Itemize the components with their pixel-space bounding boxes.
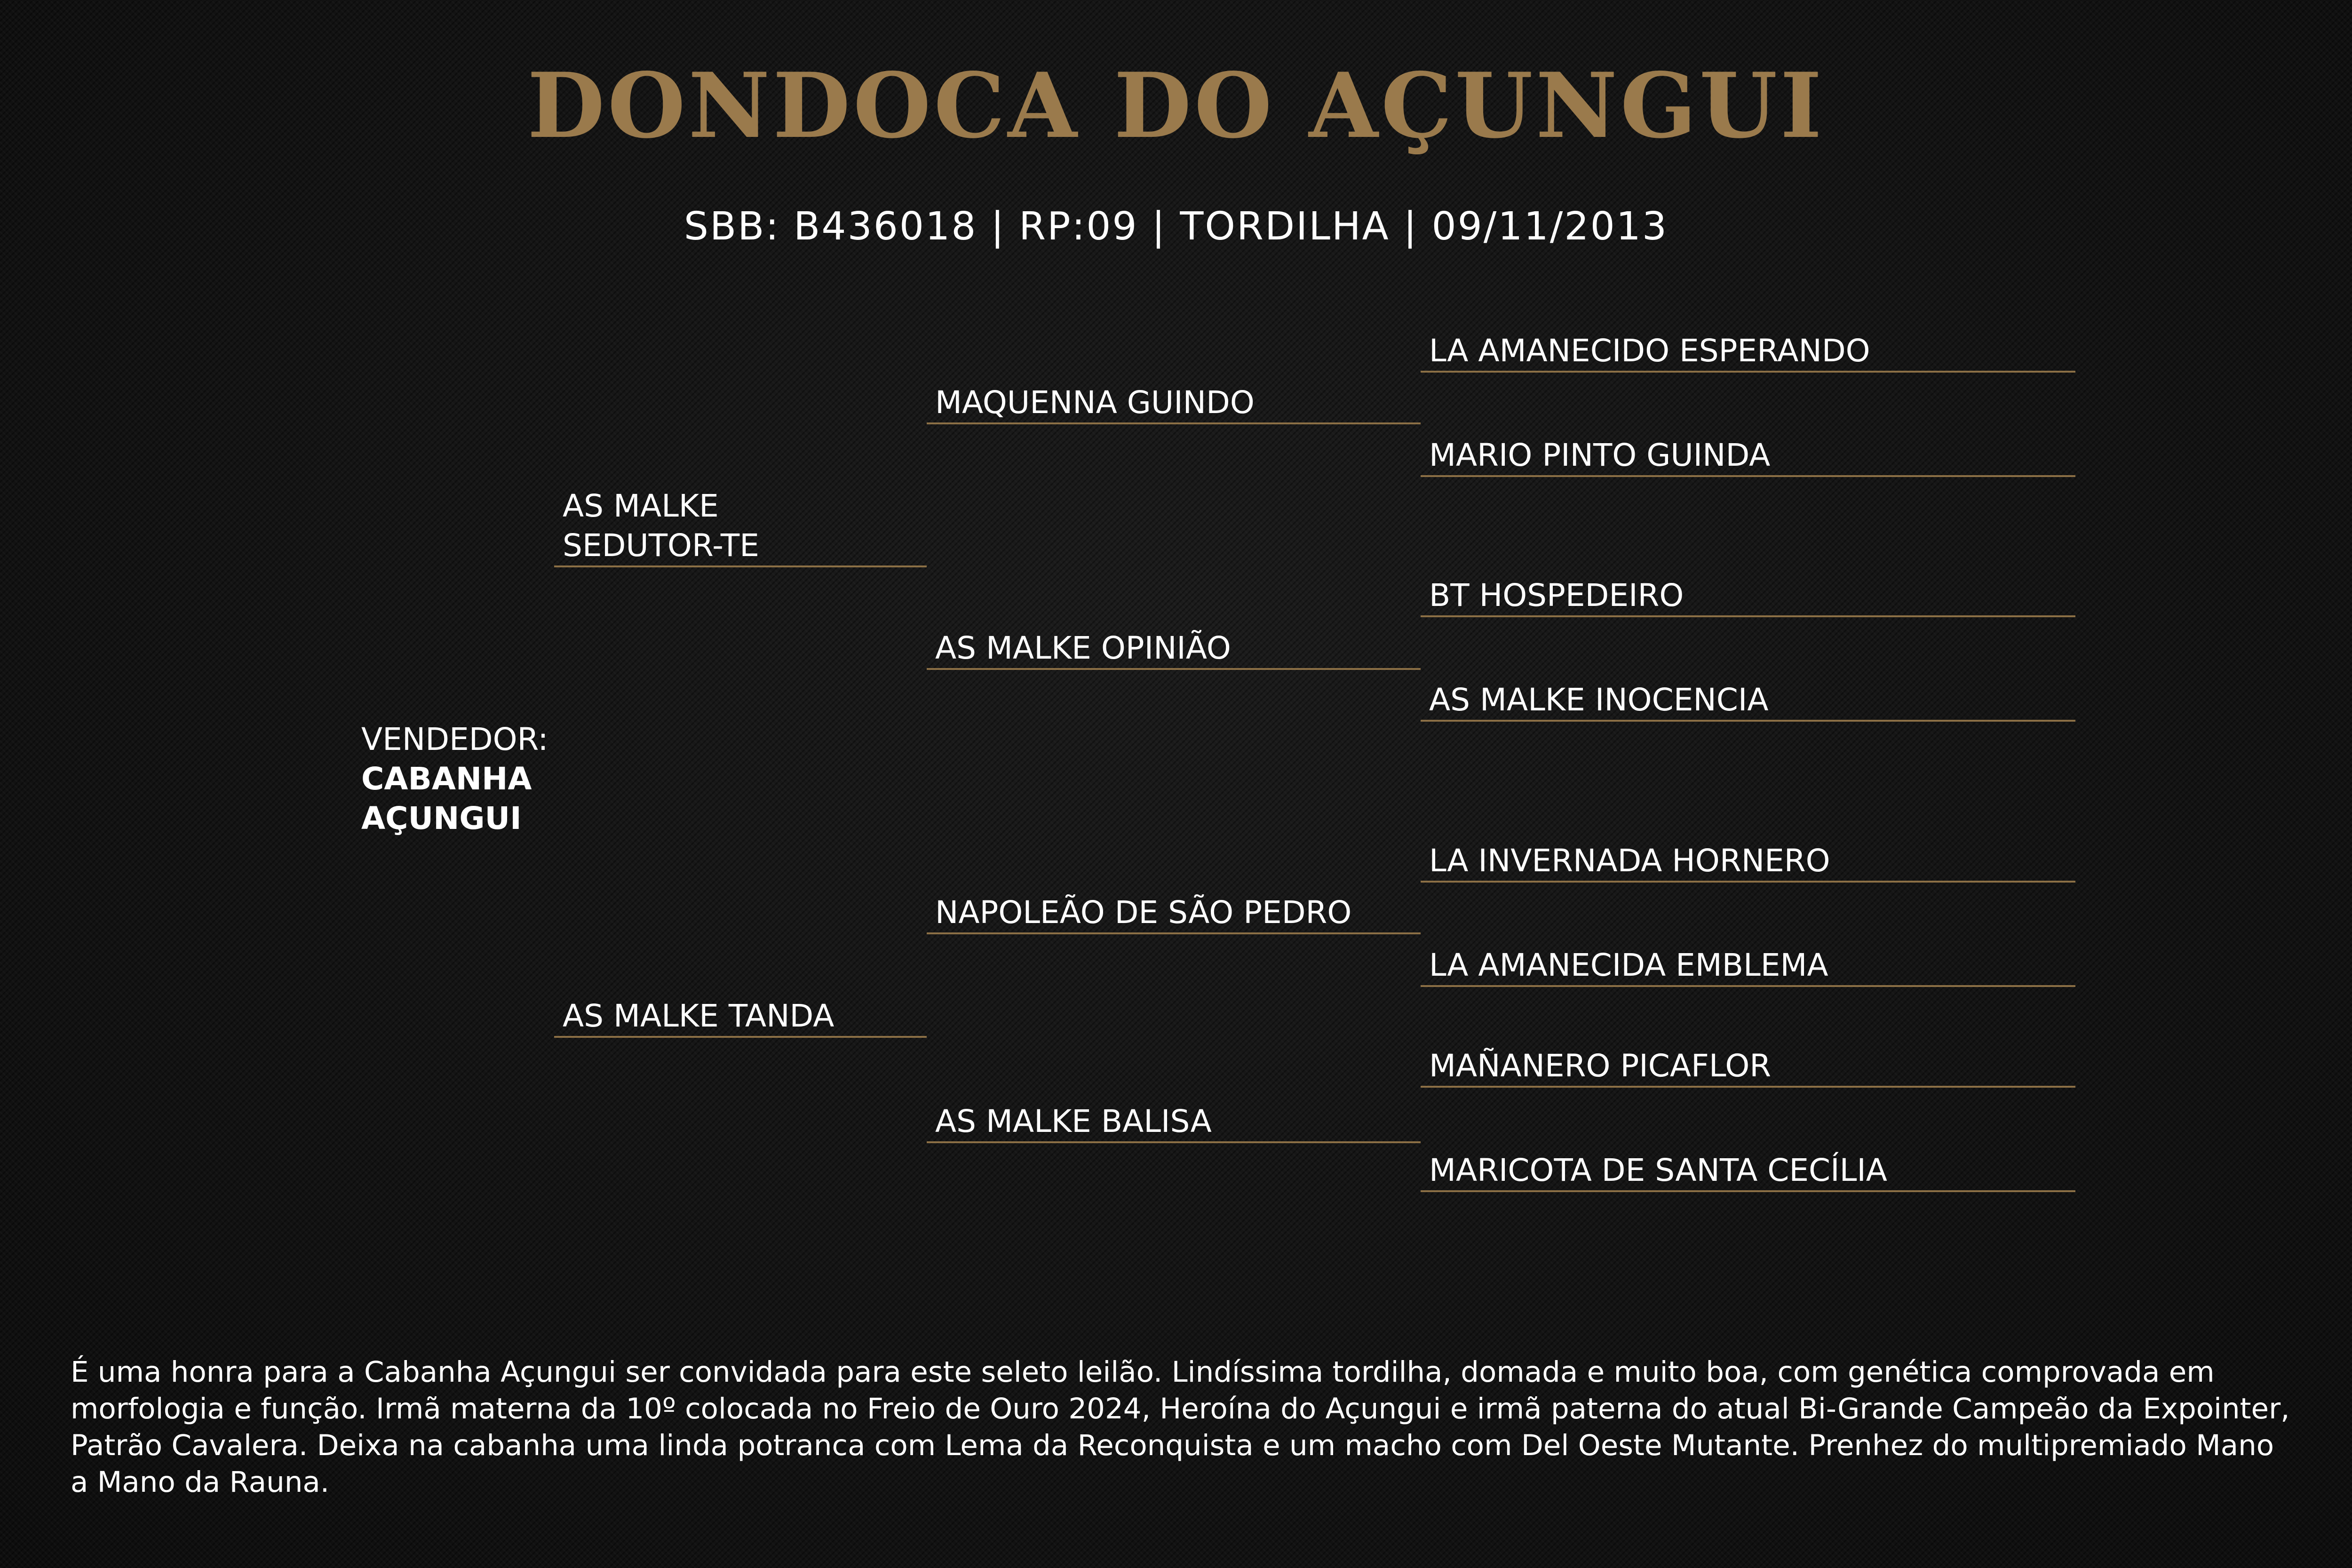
registration-info: SBB: B436018 | RP:09 | TORDILHA | 09/11/2013 — [683, 204, 1669, 249]
pedigree-great-grandparent: MARIO PINTO GUINDA — [1421, 436, 2075, 477]
seller-name-line1: CABANHA — [361, 761, 532, 797]
pedigree-great-grandparent: AS MALKE INOCENCIA — [1421, 680, 2075, 722]
description-paragraph: É uma honra para a Cabanha Açungui ser convidada para este seleto leilão. Lindíssima tordilha, domada e muito boa, com genética comprovada em morfologia e função. Irmã materna da 10º colocada no Freio de Ouro 2024, Heroína do Açungui e irmã paterna do atual Bi-Grande Campeão da Expointer, Patrão Cavalera. Deixa na cabanha uma linda potranca com Lema da Reconquista e um macho com Del Oeste Mutante. Prenhez do multipremiado Mano a Mano da Rauna. — [71, 1355, 2290, 1499]
pedigree-dam: AS MALKE TANDA — [554, 996, 927, 1038]
pedigree-great-grandparent: LA AMANECIDO ESPERANDO — [1421, 331, 2075, 373]
seller-name-line2: AÇUNGUI — [361, 800, 522, 836]
sire-line1: AS MALKE — [563, 488, 719, 524]
seller-label: VENDEDOR: — [361, 721, 548, 757]
pedigree-sire-dam: AS MALKE OPINIÃO — [927, 629, 1421, 670]
pedigree-great-grandparent: BT HOSPEDEIRO — [1421, 576, 2075, 617]
pedigree-great-grandparent: MAÑANERO PICAFLOR — [1421, 1046, 2075, 1088]
pedigree-sire-sire: MAQUENNA GUINDO — [927, 383, 1421, 424]
pedigree-sire — [554, 486, 927, 567]
pedigree-great-grandparent: LA INVERNADA HORNERO — [1421, 841, 2075, 883]
pedigree-great-grandparent: LA AMANECIDA EMBLEMA — [1421, 946, 2075, 987]
horse-name-title: DONDOCA DO AÇUNGUI — [527, 53, 1825, 158]
pedigree-dam-sire: NAPOLEÃO DE SÃO PEDRO — [927, 893, 1421, 934]
pedigree-dam-dam: AS MALKE BALISA — [927, 1102, 1421, 1143]
sire-line2: SEDUTOR-TE — [563, 527, 759, 564]
pedigree-great-grandparent: MARICOTA DE SANTA CECÍLIA — [1421, 1151, 2075, 1192]
seller-block — [361, 720, 548, 838]
